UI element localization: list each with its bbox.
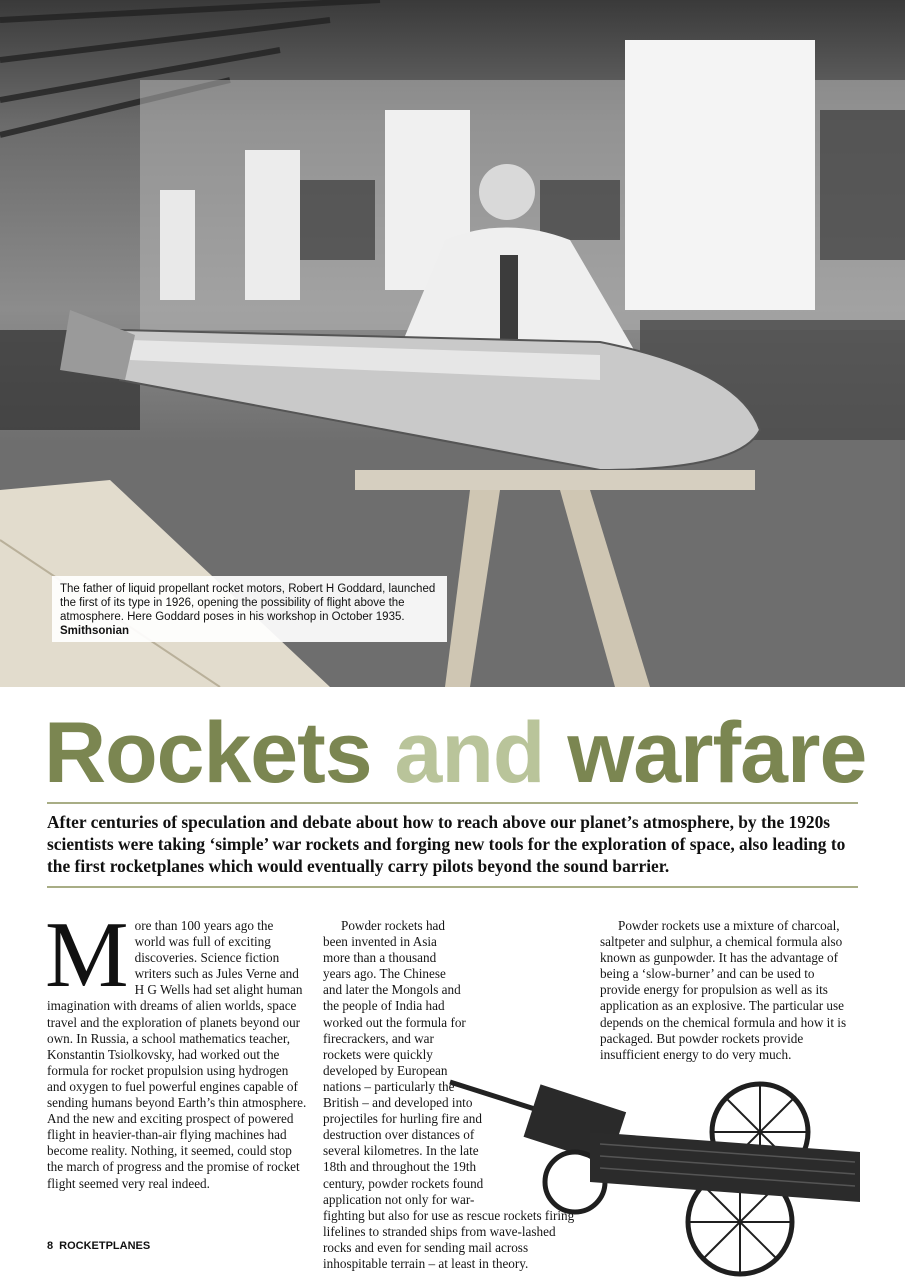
page-footer xyxy=(47,1240,150,1252)
column-1-text: ore than 100 years ago the world was full of exciting discoveries. Science fiction writers such as Jules Verne and H G Wells had set alight human imagination with dreams of alien worlds, space travel and the exploration of planets beyond our own. In Russia, a school mathematics teacher, Konstantin Tsiolkovsky, had worked out the formula for rocket propulsion using hydrogen and oxygen to fuel powerful engines capable of sending humans beyond Earth’s thin atmosphere. And the new and exciting prospect of powered flight in heavier-than-air flying machines had become reality. Nothing, it seemed, could stop the march of progress and the promise of rocket flight seemed very real indeed. xyxy=(47,918,307,1191)
caption-text: The father of liquid propellant rocket motors, Robert H Goddard, launched the first of its type in 1926, opening the possibility of flight above the atmosphere. Here Goddard poses in his workshop in October 1935. xyxy=(60,583,436,623)
rocket-cart-illustration xyxy=(440,1072,905,1280)
body-column-1 xyxy=(45,903,307,1192)
article-title xyxy=(44,705,884,801)
photo-credit: Smithsonian xyxy=(60,625,130,637)
title-word-1: Rockets xyxy=(44,705,372,801)
column-2-text: Powder rockets had been invented in Asia more than a thousand years ago. The Chinese and later the Mongols and the people of India had worked out the formula for firecrackers, and war rockets were quickly developed by European nations – particularly the British – and developed into projectiles for hurling fire and destruction over distances of several kilometres. In the late 18th and throughout the 19th century, powder rockets found application not only for war-fighting but also for use as rescue rockets firing lifelines to stranded ships from wave-lashed rocks and even for sending mail across inhospitable terrain – at least in theory. xyxy=(323,918,575,1271)
standfirst: After centuries of speculation and debate about how to reach above our planet’s atmosphere, by the 1920s scientists were taking ‘simple’ war rockets and forging new tools for the exploration of space, also leading to the first rocketplanes which would eventually carry pilots beyond the sound barrier. xyxy=(47,812,846,876)
photo-caption xyxy=(52,576,447,642)
body-column-3 xyxy=(600,918,858,1063)
publication-name: ROCKETPLANES xyxy=(59,1240,151,1252)
column-3-text: Powder rockets use a mixture of charcoal, saltpeter and sulphur, a chemical formula also known as gunpowder. It has the advantage of being a ‘slow-burner’ and can be used to provide energy for propulsion as well as its application as an explosive. The particular use depends on the chemical formula and how it is packaged. But powder rockets provide insufficient energy to do very much. xyxy=(600,918,847,1062)
title-word-2: and xyxy=(394,705,545,801)
drop-cap: M xyxy=(45,903,129,1007)
page-number: 8 xyxy=(47,1240,54,1252)
standfirst-divider xyxy=(47,886,858,888)
title-word-3: warfare xyxy=(567,705,867,801)
title-divider xyxy=(47,802,858,804)
